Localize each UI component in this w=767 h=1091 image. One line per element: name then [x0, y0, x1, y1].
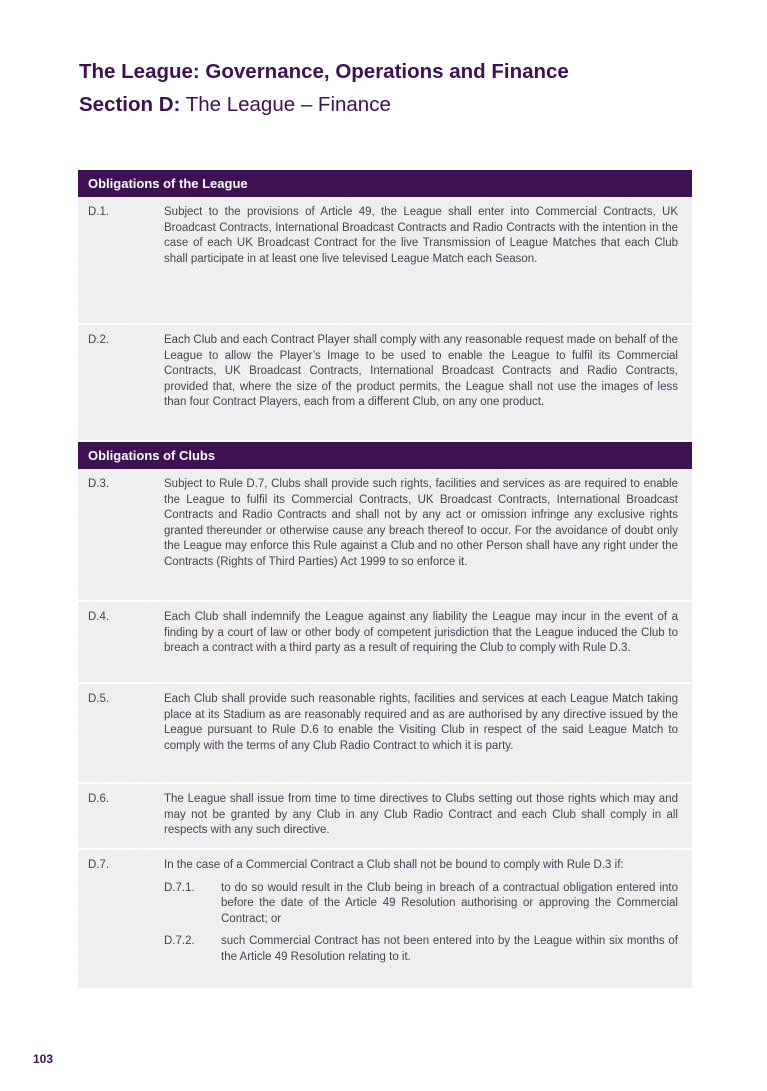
rule-text: Subject to the provisions of Article 49, the League shall enter into Commercial Contracts, UK Broadcast Contracts, International Broadcast Contracts and Radio Contracts with the intention in the case of each UK Broadcast Contract for the live Transmission of League Matches that each Club shall participate in at least one live televised League Match each Season.: [164, 206, 678, 265]
subrule-text: such Commercial Contract has not been entered into by the League within six months of the Article 49 Resolution relating to it.: [221, 935, 678, 963]
rule-row-d5: [78, 684, 692, 784]
page-number: 103: [33, 1052, 54, 1066]
rule-row-d2: [78, 325, 692, 442]
section-name: The League – Finance: [180, 93, 391, 116]
subrule-row-d7-2: [164, 934, 678, 965]
rule-number: D.7.: [88, 859, 110, 871]
rule-text: Each Club shall indemnify the League against any liability the League may incur in the event of a finding by a court of law or other body of competent jurisdiction that the League induced the Club to breach a contract with a third party as a result of requiring the Club to comply with Rule D.3.: [164, 611, 678, 654]
rule-text: Each Club shall provide such reasonable rights, facilities and services at each League Match taking place at its Stadium as are reasonably required and as are authorised by any directive issued by the League pursuant to Rule D.6 to enable the Visiting Club in respect of the said League Match to comply with the terms of any Club Radio Contract to which it is party.: [164, 693, 678, 752]
rule-number: D.3.: [88, 478, 110, 490]
rules-table: [78, 170, 692, 990]
subrule-text: to do so would result in the Club being in breach of a contractual obligation entered into before the date of the Article 49 Resolution authorising or approving the Commercial Contract; or: [221, 881, 678, 925]
rule-row-d1: [78, 197, 692, 325]
section-label: Section D:: [79, 93, 181, 116]
rule-number: D.4.: [88, 611, 110, 623]
rule-number: D.6.: [88, 793, 110, 805]
section-header-clubs: Obligations of Clubs: [78, 442, 692, 469]
rule-row-d7: [78, 850, 692, 990]
rule-text: Subject to Rule D.7, Clubs shall provide such rights, facilities and services as are required to enable the League to fulfil its Commercial Contracts, UK Broadcast Contracts, International Broadcast Contracts and Radio Contracts and shall not by any act or omission infringe any exclusive rights granted thereunder or otherwise cause any breach thereof to occur. For the avoidance of doubt only the League may enforce this Rule against a Club and no other Person shall have any right under the Contracts (Rights of Third Parties) Act 1999 to so enforce it.: [164, 478, 678, 568]
rule-text: Each Club and each Contract Player shall comply with any reasonable request made on behalf of the League to allow the Player’s Image to be used to enable the League to fulfil its Commercial Contracts, UK Broadcast Contracts, International Broadcast Contracts and Radio Contracts, provided that, where the size of the product permits, the League shall not use the images of less than four Contract Players, each from a different Club, on any one product.: [164, 334, 678, 408]
rule-text: In the case of a Commercial Contract a Club shall not be bound to comply with Rule D.3 if:: [164, 859, 624, 871]
rule-row-d4: [78, 602, 692, 684]
subrule-number: D.7.2.: [164, 935, 195, 947]
section-header-league: Obligations of the League: [78, 170, 692, 197]
subrule-row-d7-1: [164, 881, 678, 928]
rule-body: [164, 850, 678, 988]
rule-row-d3: [78, 469, 692, 602]
rule-number: D.2.: [88, 334, 110, 346]
rule-text: The League shall issue from time to time directives to Clubs setting out those rights which may and may not be granted by any Club in any Club Radio Contract and each Club shall comply in all respects with any such directive.: [164, 793, 678, 836]
page-title: The League: Governance, Operations and Finance: [79, 60, 569, 83]
rule-number: D.1.: [88, 206, 110, 218]
section-subtitle: [79, 93, 391, 117]
rule-number: D.5.: [88, 693, 110, 705]
rule-row-d6: [78, 784, 692, 850]
subrule-number: D.7.1.: [164, 881, 195, 894]
